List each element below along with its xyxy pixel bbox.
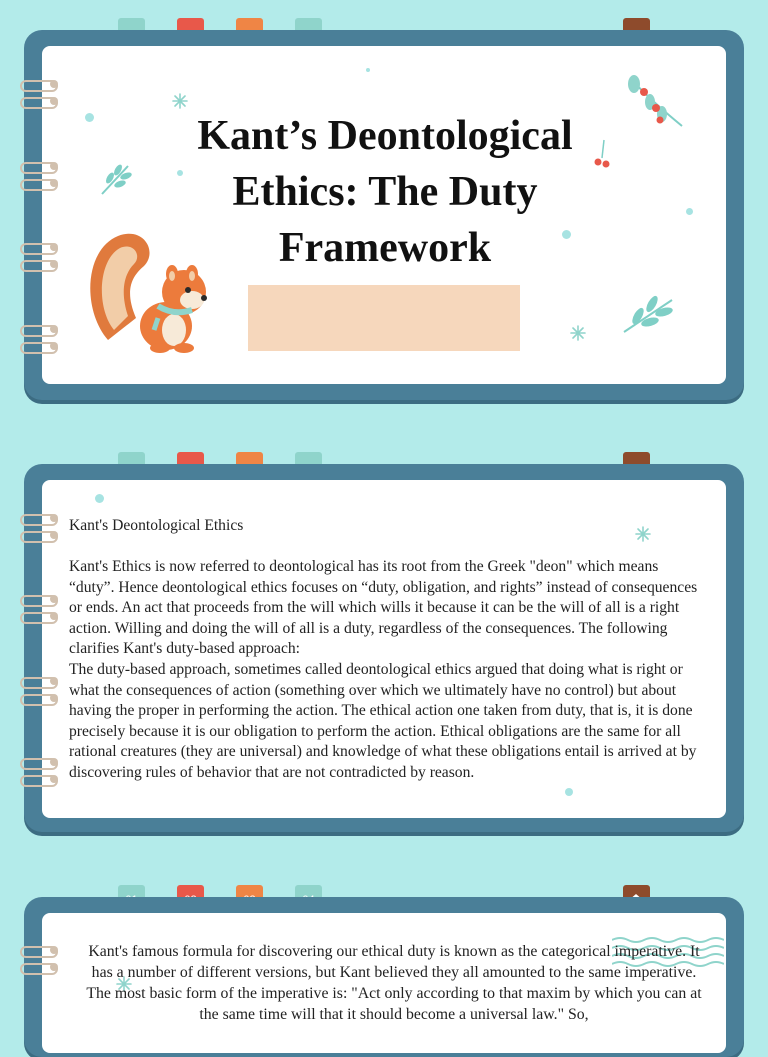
binder-ring xyxy=(20,946,58,958)
body-paragraph: Kant's famous formula for discovering our ethical duty is known as the categorical imperative. It has a number of different versions, but Kant believed they all amounted to the same imperative. The most basic form of the imperative is: "Act only according to that maxim by which you can at the same time will that it should become a universal law." So, xyxy=(86,943,702,1023)
body-paragraph: Kant's Ethics is now referred to deontological has its root from the Greek "deon" which means “duty”. Hence deontological ethics focuses on “duty, obligation, and rights” instead of consequences or ends. An act that proceeds from the will which wills it because it can be the will of all is a right action. Willing and doing the will of all is a duty, regardless of the consequences. The following clarifies Kant's duty-based approach: The duty-based approach, sometimes called deontological ethics argued that doing what is right or what the consequences of action (something over which we ultimately have no control) but about having the proper in performing the action. The ethical action one taken from duty, that is, it is done precisely because it is our obligation to perform the action. Ethical obligations are the same for all rational creatures (they are universal) and knowledge of what these obligations entail is arrived at by discovering rules of behavior that are not contradicted by reason. xyxy=(69,558,698,781)
section-heading: Kant's Deontological Ethics xyxy=(69,517,244,534)
page-title: Kant’s Deontological Ethics: The Duty Framework xyxy=(197,113,573,271)
binder-ring xyxy=(20,963,58,975)
